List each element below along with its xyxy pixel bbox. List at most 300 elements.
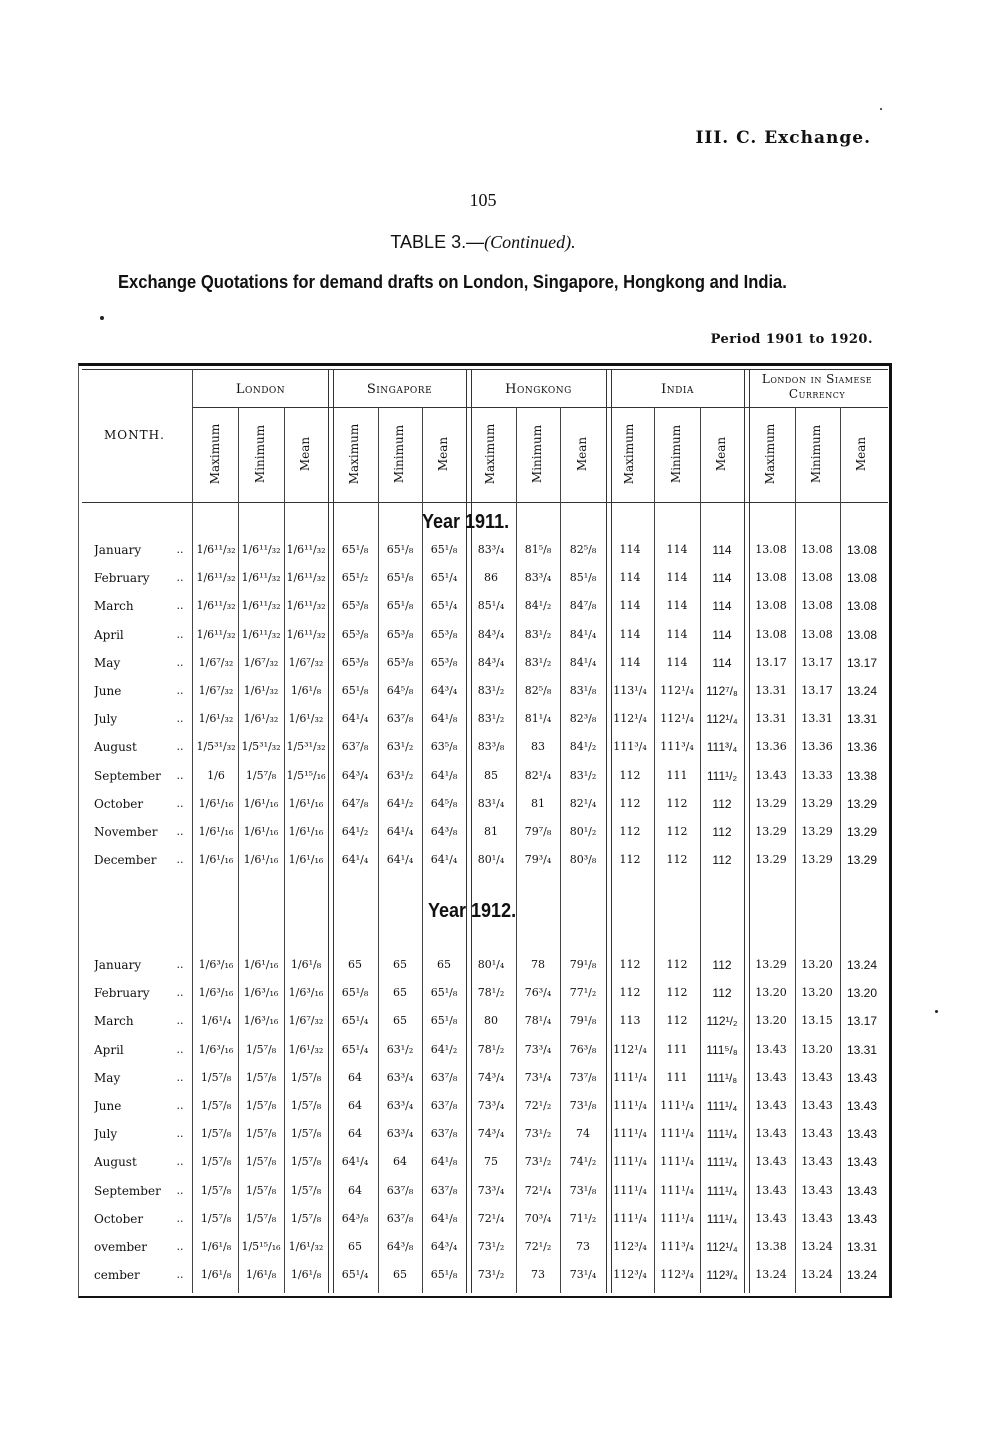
leader-dots: .. (176, 853, 184, 867)
value-cell: 65³/₈ (341, 627, 369, 641)
value-cell: 111³/₄ (660, 1240, 694, 1253)
value-cell: 65 (348, 958, 362, 971)
value-cell: 13.36 (801, 740, 833, 754)
value-cell: 13.38 (755, 1240, 787, 1253)
value-cell: 63⁷/₈ (430, 1127, 458, 1141)
value-cell: 63⁷/₈ (430, 1183, 458, 1197)
value-cell: 1/5⁷/₈ (290, 1155, 322, 1169)
value-cell: 65¹/₄ (430, 599, 458, 613)
leader-dots: .. (176, 1014, 184, 1028)
value-cell: 84³/₄ (477, 627, 505, 641)
value-cell: 64¹/₄ (341, 712, 369, 726)
month-cell: September (94, 1183, 161, 1198)
value-cell: 1/6¹¹/₃₂ (241, 543, 281, 556)
sub-header-mean: Mean (575, 436, 589, 472)
value-cell: 111¹/₄ (660, 1211, 694, 1225)
value-cell: 114 (619, 543, 641, 556)
value-cell: 1/6⁷/₃₂ (288, 1014, 324, 1028)
value-cell: 112 (712, 986, 732, 1001)
table-caption (0, 232, 966, 253)
value-cell: 73¹/₂ (524, 1155, 552, 1169)
value-cell: 13.08 (801, 627, 833, 641)
table-rule (82, 369, 888, 370)
table-row (82, 538, 888, 562)
month-cell: March (94, 1014, 134, 1029)
value-cell: 13.43 (801, 1127, 833, 1141)
value-cell: 80 (484, 1014, 498, 1028)
sub-header-minimum: Minimum (253, 424, 267, 484)
value-cell: 63⁷/₈ (386, 1183, 414, 1197)
table-row (82, 1150, 888, 1174)
value-cell: 72¹/₂ (524, 1099, 552, 1112)
table-row (82, 1009, 888, 1033)
month-cell: July (94, 712, 118, 727)
value-cell: 77¹/₂ (569, 986, 597, 1000)
group-header-singapore: Singapore (366, 382, 433, 397)
value-cell: 111³/₄ (660, 740, 694, 754)
value-cell: 73³/₄ (477, 1099, 505, 1112)
leader-dots: .. (176, 825, 184, 838)
leader-dots: .. (176, 571, 184, 585)
value-cell: 1/5⁷/₈ (290, 1070, 322, 1084)
value-cell: 64 (348, 1070, 362, 1084)
value-cell: 82¹/₄ (524, 768, 552, 782)
value-cell: 1/5⁷/₈ (290, 1211, 322, 1225)
value-cell: 112³/₄ (660, 1268, 694, 1282)
value-cell: 65³/₈ (386, 627, 414, 641)
value-cell: 63⁷/₈ (386, 712, 414, 726)
sub-header-minimum: Minimum (392, 424, 406, 484)
table-row (82, 1263, 888, 1287)
value-cell: 111¹/₄ (660, 1155, 694, 1169)
value-cell: 83¹/₂ (569, 768, 597, 782)
value-cell: 65 (393, 958, 407, 971)
value-cell: 13.43 (755, 1211, 787, 1225)
value-cell: 84⁷/₈ (569, 599, 597, 613)
value-cell: 70³/₄ (524, 1211, 552, 1225)
value-cell: 13.08 (755, 599, 787, 613)
sub-header-maximum: Maximum (347, 423, 361, 485)
value-cell: 13.20 (801, 986, 833, 1000)
sub-header-mean: Mean (298, 436, 312, 472)
value-cell: 1/6³/₁₆ (243, 986, 279, 1000)
value-cell: 13.38 (846, 768, 878, 783)
value-cell: 112 (712, 853, 732, 868)
value-cell: 111¹/₄ (660, 1099, 694, 1112)
month-cell: March (94, 599, 134, 614)
value-cell: 13.43 (846, 1155, 878, 1170)
value-cell: 13.29 (755, 825, 787, 838)
leader-dots: .. (176, 1183, 184, 1197)
value-cell: 84¹/₂ (524, 599, 552, 613)
table-row (82, 1066, 888, 1090)
value-cell: 13.08 (755, 543, 787, 556)
value-cell: 73 (531, 1268, 545, 1282)
value-cell: 74 (576, 1127, 590, 1141)
value-cell: 79³/₄ (524, 853, 552, 867)
value-cell: 1/6¹¹/₃₂ (286, 599, 326, 613)
value-cell: 65³/₈ (430, 655, 458, 669)
value-cell: 112¹/₄ (706, 1240, 738, 1254)
value-cell: 72¹/₄ (477, 1211, 505, 1225)
leader-dots: .. (176, 796, 184, 810)
sub-header-maximum: Maximum (483, 423, 497, 485)
leader-dots: .. (176, 599, 184, 613)
sub-header-mean: Mean (714, 436, 728, 472)
value-cell: 84³/₄ (477, 655, 505, 669)
value-cell: 64⁵/₈ (430, 796, 458, 810)
value-cell: 83¹/₂ (524, 655, 552, 669)
month-cell: September (94, 768, 161, 783)
value-cell: 81¹/₄ (524, 712, 552, 726)
month-cell: January (94, 958, 142, 972)
value-cell: 1/6³/₁₆ (198, 958, 234, 971)
value-cell: 112 (619, 853, 641, 867)
table-row (82, 820, 888, 844)
table-row (82, 981, 888, 1005)
value-cell: 63³/₄ (386, 1099, 414, 1112)
table-title: Exchange Quotations for demand drafts on London, Singapore, Hongkong and India. (118, 272, 787, 292)
page-number: 105 (469, 190, 497, 210)
value-cell: 80¹/₄ (477, 853, 505, 867)
value-cell: 112¹/₂ (706, 1014, 738, 1029)
leader-dots: .. (176, 1155, 184, 1169)
value-cell: 112 (619, 796, 641, 810)
value-cell: 1/5¹⁵/₁₆ (286, 768, 326, 782)
value-cell: 65¹/₈ (386, 571, 414, 585)
value-cell: 1/6¹¹/₃₂ (286, 627, 326, 641)
value-cell: 13.29 (846, 825, 878, 839)
value-cell: 65¹/₈ (341, 543, 369, 556)
value-cell: 1/6¹/₃₂ (243, 684, 279, 697)
value-cell: 83³/₄ (477, 543, 505, 556)
value-cell: 13.08 (846, 627, 878, 642)
value-cell: 1/6¹/₃₂ (288, 712, 324, 726)
value-cell: 112 (712, 825, 732, 839)
value-cell: 65¹/₄ (341, 1042, 369, 1056)
value-cell: 1/5⁷/₈ (200, 1211, 232, 1225)
value-cell: 65 (393, 986, 407, 1000)
value-cell: 13.15 (801, 1014, 833, 1028)
value-cell: 111 (666, 768, 688, 782)
value-cell: 73¹/₂ (477, 1268, 505, 1282)
value-cell: 73¹/₈ (569, 1099, 597, 1112)
value-cell: 1/6¹/₃₂ (198, 712, 234, 726)
value-cell: 112³/₄ (706, 1268, 738, 1283)
value-cell: 112 (619, 768, 641, 782)
value-cell: 13.36 (846, 740, 878, 755)
value-cell: 13.43 (801, 1099, 833, 1112)
value-cell: 64¹/₂ (341, 825, 369, 838)
table-row (82, 1235, 888, 1259)
value-cell: 79¹/₈ (569, 1014, 597, 1028)
value-cell: 112 (619, 986, 641, 1000)
value-cell: 111¹/₄ (706, 1211, 738, 1226)
value-cell: 64¹/₄ (386, 853, 414, 867)
value-cell: 1/6¹/₈ (290, 958, 322, 971)
value-cell: 13.31 (755, 712, 787, 726)
value-cell: 64¹/₄ (430, 853, 458, 867)
value-cell: 1/6¹¹/₃₂ (241, 599, 281, 613)
value-cell: 114 (712, 599, 732, 614)
value-cell: 76³/₄ (524, 986, 552, 1000)
value-cell: 111¹/₄ (613, 1070, 647, 1084)
value-cell: 73³/₄ (524, 1042, 552, 1056)
value-cell: 13.31 (846, 1240, 878, 1254)
value-cell: 82¹/₄ (569, 796, 597, 810)
leader-dots: .. (176, 740, 184, 754)
value-cell: 1/6¹/₃₂ (288, 1240, 324, 1253)
table-row (82, 764, 888, 788)
value-cell: 114 (666, 655, 688, 669)
value-cell: 112 (666, 853, 688, 867)
value-cell: 112 (712, 796, 732, 811)
value-cell: 64 (393, 1155, 407, 1169)
value-cell: 64¹/₄ (341, 853, 369, 867)
speck-mark (935, 1010, 938, 1013)
value-cell: 112 (666, 958, 688, 971)
value-cell: 65¹/₂ (341, 571, 369, 585)
value-cell: 13.43 (801, 1183, 833, 1197)
value-cell: 81 (484, 825, 498, 838)
value-cell: 13.24 (846, 958, 878, 972)
value-cell: 13.43 (801, 1155, 833, 1169)
value-cell: 13.31 (755, 684, 787, 697)
value-cell: 82⁵/₈ (569, 543, 597, 556)
value-cell: 111¹/₄ (706, 1099, 738, 1113)
value-cell: 111¹/₄ (613, 1183, 647, 1197)
value-cell: 1/6³/₁₆ (198, 986, 234, 1000)
value-cell: 1/6¹/₁₆ (198, 796, 234, 810)
value-cell: 63¹/₂ (386, 740, 414, 754)
group-header-hongkong: Hongkong (505, 382, 572, 397)
value-cell: 114 (619, 655, 641, 669)
value-cell: 1/6¹/₁₆ (198, 825, 234, 838)
value-cell: 65¹/₈ (386, 599, 414, 613)
value-cell: 1/5³¹/₃₂ (286, 740, 326, 754)
leader-dots: .. (176, 1070, 184, 1084)
value-cell: 63⁵/₈ (430, 740, 458, 754)
value-cell: 1/6³/₁₆ (198, 1042, 234, 1056)
value-cell: 64¹/₈ (430, 768, 458, 782)
value-cell: 1/5⁷/₈ (245, 1211, 277, 1225)
value-cell: 83¹/₂ (524, 627, 552, 641)
value-cell: 112 (666, 986, 688, 1000)
value-cell: 63⁷/₈ (341, 740, 369, 754)
table-row (82, 566, 888, 590)
value-cell: 1/5⁷/₈ (200, 1127, 232, 1141)
month-cell: August (94, 1155, 137, 1170)
value-cell: 84¹/₂ (569, 740, 597, 754)
value-cell: 1/6¹¹/₃₂ (241, 571, 281, 585)
value-cell: 13.29 (755, 796, 787, 810)
sub-header-minimum: Minimum (669, 424, 683, 484)
month-cell: October (94, 1211, 144, 1226)
value-cell: 65³/₈ (430, 627, 458, 641)
value-cell: 13.08 (801, 571, 833, 585)
table-row (82, 1038, 888, 1062)
value-cell: 13.08 (801, 599, 833, 613)
value-cell: 74³/₄ (477, 1127, 505, 1141)
value-cell: 64³/₈ (430, 825, 458, 838)
value-cell: 1/5³¹/₃₂ (196, 740, 236, 754)
value-cell: 76³/₈ (569, 1042, 597, 1056)
value-cell: 13.43 (755, 1042, 787, 1056)
value-cell: 73¹/₂ (477, 1240, 505, 1253)
value-cell: 112 (712, 958, 732, 972)
value-cell: 75 (484, 1155, 498, 1169)
value-cell: 1/6¹/₁₆ (243, 958, 279, 971)
table-label: TABLE 3.— (390, 232, 485, 252)
value-cell: 13.17 (755, 655, 787, 669)
table-row (82, 1094, 888, 1118)
value-cell: 114 (666, 571, 688, 585)
leader-dots: .. (176, 627, 184, 641)
leader-dots: .. (176, 1099, 184, 1112)
value-cell: 13.43 (846, 1070, 878, 1085)
sub-header-maximum: Maximum (208, 423, 222, 485)
value-cell: 13.43 (755, 1070, 787, 1084)
value-cell: 111¹/₄ (613, 1211, 647, 1225)
leader-dots: .. (176, 1042, 184, 1056)
value-cell: 114 (666, 599, 688, 613)
value-cell: 1/6¹¹/₃₂ (286, 571, 326, 585)
month-cell: February (94, 986, 150, 1001)
sub-header-minimum: Minimum (530, 424, 544, 484)
group-header-india: India (661, 382, 694, 397)
value-cell: 112 (619, 958, 641, 971)
header-rule (193, 407, 888, 408)
value-cell: 64¹/₈ (430, 1211, 458, 1225)
value-cell: 65¹/₈ (430, 543, 458, 556)
value-cell: 82³/₈ (569, 712, 597, 726)
value-cell: 112¹/₄ (613, 1042, 647, 1056)
value-cell: 13.31 (846, 712, 878, 727)
leader-dots: .. (176, 768, 184, 782)
value-cell: 83¹/₈ (569, 684, 597, 697)
table-row (82, 953, 888, 977)
table-row (82, 1122, 888, 1146)
value-cell: 1/6⁷/₃₂ (198, 684, 234, 697)
value-cell: 111¹/₄ (660, 1183, 694, 1197)
value-cell: 1/6¹¹/₃₂ (196, 599, 236, 613)
value-cell: 13.17 (801, 655, 833, 669)
value-cell: 1/6¹/₈ (245, 1268, 277, 1282)
sub-header-mean: Mean (436, 436, 450, 472)
value-cell: 13.24 (846, 1268, 878, 1283)
value-cell: 114 (619, 627, 641, 641)
value-cell: 13.43 (801, 1211, 833, 1225)
leader-dots: .. (176, 543, 184, 556)
value-cell: 111¹/₈ (706, 1070, 738, 1085)
month-cell: June (94, 1099, 122, 1113)
value-cell: 63¹/₂ (386, 768, 414, 782)
value-cell: 112³/₄ (613, 1268, 647, 1282)
value-cell: 65 (437, 958, 451, 971)
value-cell: 64¹/₈ (430, 1155, 458, 1169)
value-cell: 13.20 (755, 1014, 787, 1028)
value-cell: 1/6¹/₁₆ (288, 796, 324, 810)
value-cell: 73⁷/₈ (569, 1070, 597, 1084)
value-cell: 112⁷/₈ (706, 684, 738, 698)
value-cell: 65¹/₄ (341, 1014, 369, 1028)
value-cell: 74¹/₂ (569, 1155, 597, 1169)
value-cell: 112³/₄ (613, 1240, 647, 1253)
value-cell: 13.43 (755, 1127, 787, 1141)
month-cell: August (94, 740, 137, 755)
value-cell: 1/6¹/₈ (290, 684, 322, 697)
value-cell: 114 (666, 543, 688, 556)
value-cell: 1/5¹⁵/₁₆ (241, 1240, 281, 1253)
value-cell: 1/6³/₁₆ (243, 1014, 279, 1028)
value-cell: 1/6⁷/₃₂ (243, 655, 279, 669)
value-cell: 83¹/₂ (477, 684, 505, 697)
value-cell: 13.29 (801, 796, 833, 810)
value-cell: 111¹/₄ (613, 1155, 647, 1169)
value-cell: 1/6⁷/₃₂ (198, 655, 234, 669)
value-cell: 1/6¹/₁₆ (243, 796, 279, 810)
value-cell: 112¹/₄ (706, 712, 738, 727)
month-cell: April (94, 1042, 124, 1057)
month-cell: May (94, 1070, 121, 1085)
value-cell: 13.29 (755, 853, 787, 867)
value-cell: 64³/₈ (341, 1211, 369, 1225)
value-cell: 64¹/₄ (341, 1155, 369, 1169)
value-cell: 111 (666, 1042, 688, 1056)
value-cell: 111¹/₄ (706, 1127, 738, 1142)
table-continued-label: (Continued). (484, 232, 576, 252)
month-cell: October (94, 796, 144, 811)
value-cell: 64⁵/₈ (386, 684, 414, 697)
value-cell: 1/6³/₁₆ (288, 986, 324, 1000)
period-label: Period 1901 to 1920. (710, 332, 873, 347)
value-cell: 73¹/₈ (569, 1183, 597, 1197)
value-cell: 85¹/₄ (477, 599, 505, 613)
value-cell: 63⁷/₈ (386, 1211, 414, 1225)
month-column-header: MONTH. (104, 428, 165, 442)
value-cell: 73¹/₂ (524, 1127, 552, 1141)
value-cell: 78 (531, 958, 545, 971)
value-cell: 64 (348, 1183, 362, 1197)
value-cell: 1/6¹¹/₃₂ (196, 571, 236, 585)
value-cell: 74³/₄ (477, 1070, 505, 1084)
value-cell: 84¹/₄ (569, 627, 597, 641)
value-cell: 1/6⁷/₃₂ (288, 655, 324, 669)
value-cell: 65³/₈ (341, 599, 369, 613)
value-cell: 13.17 (846, 655, 878, 670)
month-cell: cember (94, 1268, 140, 1283)
value-cell: 13.20 (801, 958, 833, 971)
value-cell: 73 (576, 1240, 590, 1253)
year-1911-label: Year 1911. (422, 511, 510, 533)
value-cell: 65³/₈ (341, 655, 369, 669)
value-cell: 111³/₄ (706, 740, 738, 755)
value-cell: 113 (619, 1014, 641, 1028)
value-cell: 114 (619, 571, 641, 585)
value-cell: 64³/₄ (341, 768, 369, 782)
value-cell: 1/5⁷/₈ (200, 1099, 232, 1112)
speck-mark (880, 108, 882, 110)
leader-dots: .. (176, 684, 184, 697)
value-cell: 1/5⁷/₈ (290, 1099, 322, 1112)
value-cell: 1/6¹/₁₆ (198, 853, 234, 867)
value-cell: 111¹/₄ (706, 1183, 738, 1198)
value-cell: 112 (619, 825, 641, 838)
sub-header-maximum: Maximum (622, 423, 636, 485)
value-cell: 80¹/₄ (477, 958, 505, 971)
value-cell: 1/5⁷/₈ (245, 1127, 277, 1141)
table-row (82, 594, 888, 618)
